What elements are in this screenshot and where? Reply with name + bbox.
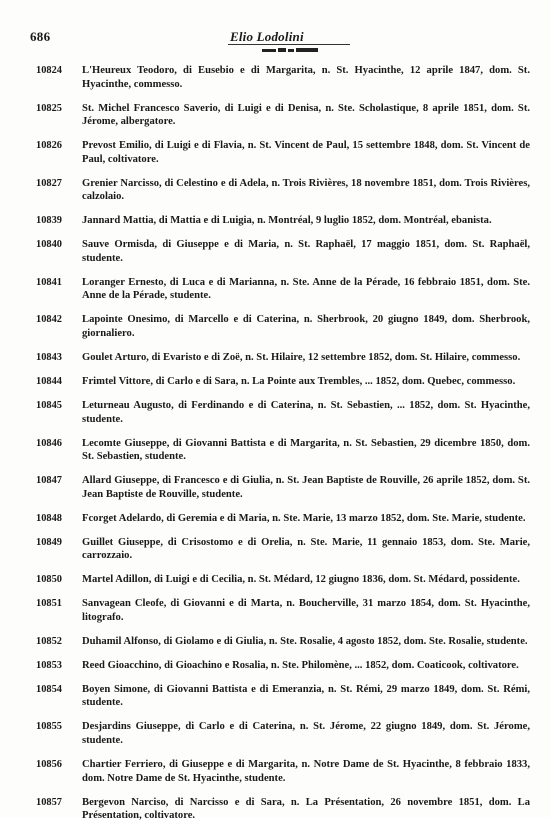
page-number: 686 [30, 29, 51, 44]
entry-text: Duhamil Alfonso, di Giolamo e di Giulia, n. Ste. Rosalie, 4 agosto 1852, dom. Ste. Rosalie, studente. [82, 635, 528, 647]
register-entry [30, 796, 530, 823]
entry-number: 10844 [36, 376, 62, 388]
register-entry [30, 64, 530, 91]
entry-text: Fcorget Adelardo, di Geremia e di Maria, n. Ste. Marie, 13 marzo 1852, dom. Ste. Marie, studente. [82, 512, 526, 524]
header-ornament [262, 47, 318, 53]
entry-number: 10857 [36, 796, 62, 808]
register-entry [30, 635, 530, 649]
entry-number: 10852 [36, 635, 62, 647]
entry-number: 10846 [36, 437, 62, 449]
register-entries [30, 64, 530, 833]
register-entry [30, 720, 530, 747]
register-entry [30, 238, 530, 265]
register-entry [30, 536, 530, 563]
register-entry [30, 474, 530, 501]
register-entry [30, 758, 530, 785]
register-entry [30, 659, 530, 673]
entry-number: 10841 [36, 276, 62, 288]
entry-text: Martel Adillon, di Luigi e di Cecilia, n. St. Médard, 12 giugno 1836, dom. St. Médard, possidente. [82, 574, 520, 586]
entry-text: Prevost Emilio, di Luigi e di Flavia, n. St. Vincent de Paul, 15 settembre 1848, dom. St. Vincent de Paul, coltivatore. [82, 140, 530, 165]
register-entry [30, 399, 530, 426]
running-title: Elio Lodolini [230, 29, 304, 44]
entry-number: 10849 [36, 536, 62, 548]
entry-number: 10854 [36, 683, 62, 695]
entry-number: 10848 [36, 512, 62, 524]
entry-text: Allard Giuseppe, di Francesco e di Giulia, n. St. Jean Baptiste de Rouville, 26 aprile 1852, dom. St. Jean Baptiste de Rouville, studente. [82, 475, 530, 500]
register-entry [30, 351, 530, 365]
entry-text: Boyen Simone, di Giovanni Battista e di Emeranzia, n. St. Rémi, 29 marzo 1849, dom. St. Rémi, studente. [82, 683, 530, 709]
entry-number: 10824 [36, 65, 62, 76]
entry-text: Goulet Arturo, di Evaristo e di Zoë, n. St. Hilaire, 12 settembre 1852, dom. St. Hilaire, commesso. [82, 352, 521, 364]
entry-number: 10842 [36, 314, 62, 326]
register-entry [30, 375, 530, 389]
entry-text: L'Heureux Teodoro, di Eusebio e di Margarita, n. St. Hyacinthe, 12 aprile 1847, dom. St. Hyacinthe, commesso. [82, 65, 530, 90]
page-header [30, 29, 530, 51]
entry-text: St. Michel Francesco Saverio, di Luigi e di Denisa, n. Ste. Scholastique, 8 aprile 1851, dom. St. Jérome, albergatore. [82, 102, 530, 128]
register-entry [30, 276, 530, 303]
entry-text: Lapointe Onesimo, di Marcello e di Caterina, n. Sherbrook, 20 giugno 1849, dom. Sherbrook, giornaliero. [82, 314, 530, 340]
register-entry [30, 102, 530, 129]
entry-number: 10840 [36, 239, 62, 251]
entry-number: 10826 [36, 140, 62, 152]
register-entry [30, 597, 530, 624]
entry-number: 10850 [36, 574, 62, 586]
register-entry [30, 313, 530, 340]
register-entry [30, 512, 530, 526]
entry-number: 10847 [36, 475, 62, 487]
entry-number: 10845 [36, 400, 62, 411]
register-entry [30, 214, 530, 228]
entry-text: Jannard Mattia, di Mattia e di Luigia, n. Montréal, 9 luglio 1852, dom. Montréal, ebanista. [82, 215, 492, 227]
header-rule [228, 44, 350, 45]
entry-number: 10853 [36, 659, 62, 671]
register-entry [30, 177, 530, 204]
entry-text: Leturneau Augusto, di Ferdinando e di Caterina, n. St. Sebastien, ... 1852, dom. St. Hyacinthe, studente. [82, 400, 530, 425]
register-entry [30, 573, 530, 587]
entry-text: Chartier Ferriero, di Giuseppe e di Margarita, n. Notre Dame de St. Hyacinthe, 8 febbraio 1833, dom. Notre Dame de St. Hyacinthe, studente. [82, 758, 530, 784]
register-entry [30, 139, 530, 166]
entry-number: 10856 [36, 758, 62, 770]
entry-text: Desjardins Giuseppe, di Carlo e di Caterina, n. St. Jérome, 22 giugno 1849, dom. St. Jérome, studente. [82, 721, 530, 746]
entry-text: Bergevon Narciso, di Narcisso e di Sara, n. La Présentation, 26 novembre 1851, dom. La Présentation, coltivatore. [82, 796, 530, 822]
entry-number: 10825 [36, 102, 62, 114]
entry-number: 10843 [36, 352, 62, 364]
entry-text: Reed Gioacchino, di Gioachino e Rosalia, n. Ste. Philomène, ... 1852, dom. Coaticook, coltivatore. [82, 659, 519, 671]
entry-text: Lecomte Giuseppe, di Giovanni Battista e di Margarita, n. St. Sebastien, 29 dicembre 1850, dom. St. Sebastien, studente. [82, 437, 530, 463]
entry-text: Guillet Giuseppe, di Crisostomo e di Orelia, n. Ste. Marie, 11 gennaio 1853, dom. Ste. Marie, carrozzaio. [82, 536, 530, 562]
entry-number: 10851 [36, 598, 62, 610]
entry-text: Loranger Ernesto, di Luca e di Marianna, n. Ste. Anne de la Pérade, 16 febbraio 1851, dom. Ste. Anne de la Pérade, studente. [82, 276, 530, 302]
entry-text: Grenier Narcisso, di Celestino e di Adela, n. Trois Rivières, 18 novembre 1851, dom. Trois Rivières, calzolaio. [82, 177, 530, 203]
register-entry [30, 437, 530, 464]
entry-number: 10855 [36, 721, 62, 733]
entry-number: 10827 [36, 177, 62, 189]
entry-text: Frimtel Vittore, di Carlo e di Sara, n. La Pointe aux Trembles, ... 1852, dom. Quebec, commesso. [82, 376, 516, 388]
register-entry [30, 683, 530, 710]
entry-text: Sanvagean Cleofe, di Giovanni e di Marta, n. Boucherville, 31 marzo 1854, dom. St. Hyacinthe, litografo. [82, 598, 530, 623]
entry-number: 10839 [36, 215, 62, 227]
entry-text: Sauve Ormisda, di Giuseppe e di Maria, n. St. Raphaël, 17 maggio 1851, dom. St. Raphaël, studente. [82, 239, 530, 264]
